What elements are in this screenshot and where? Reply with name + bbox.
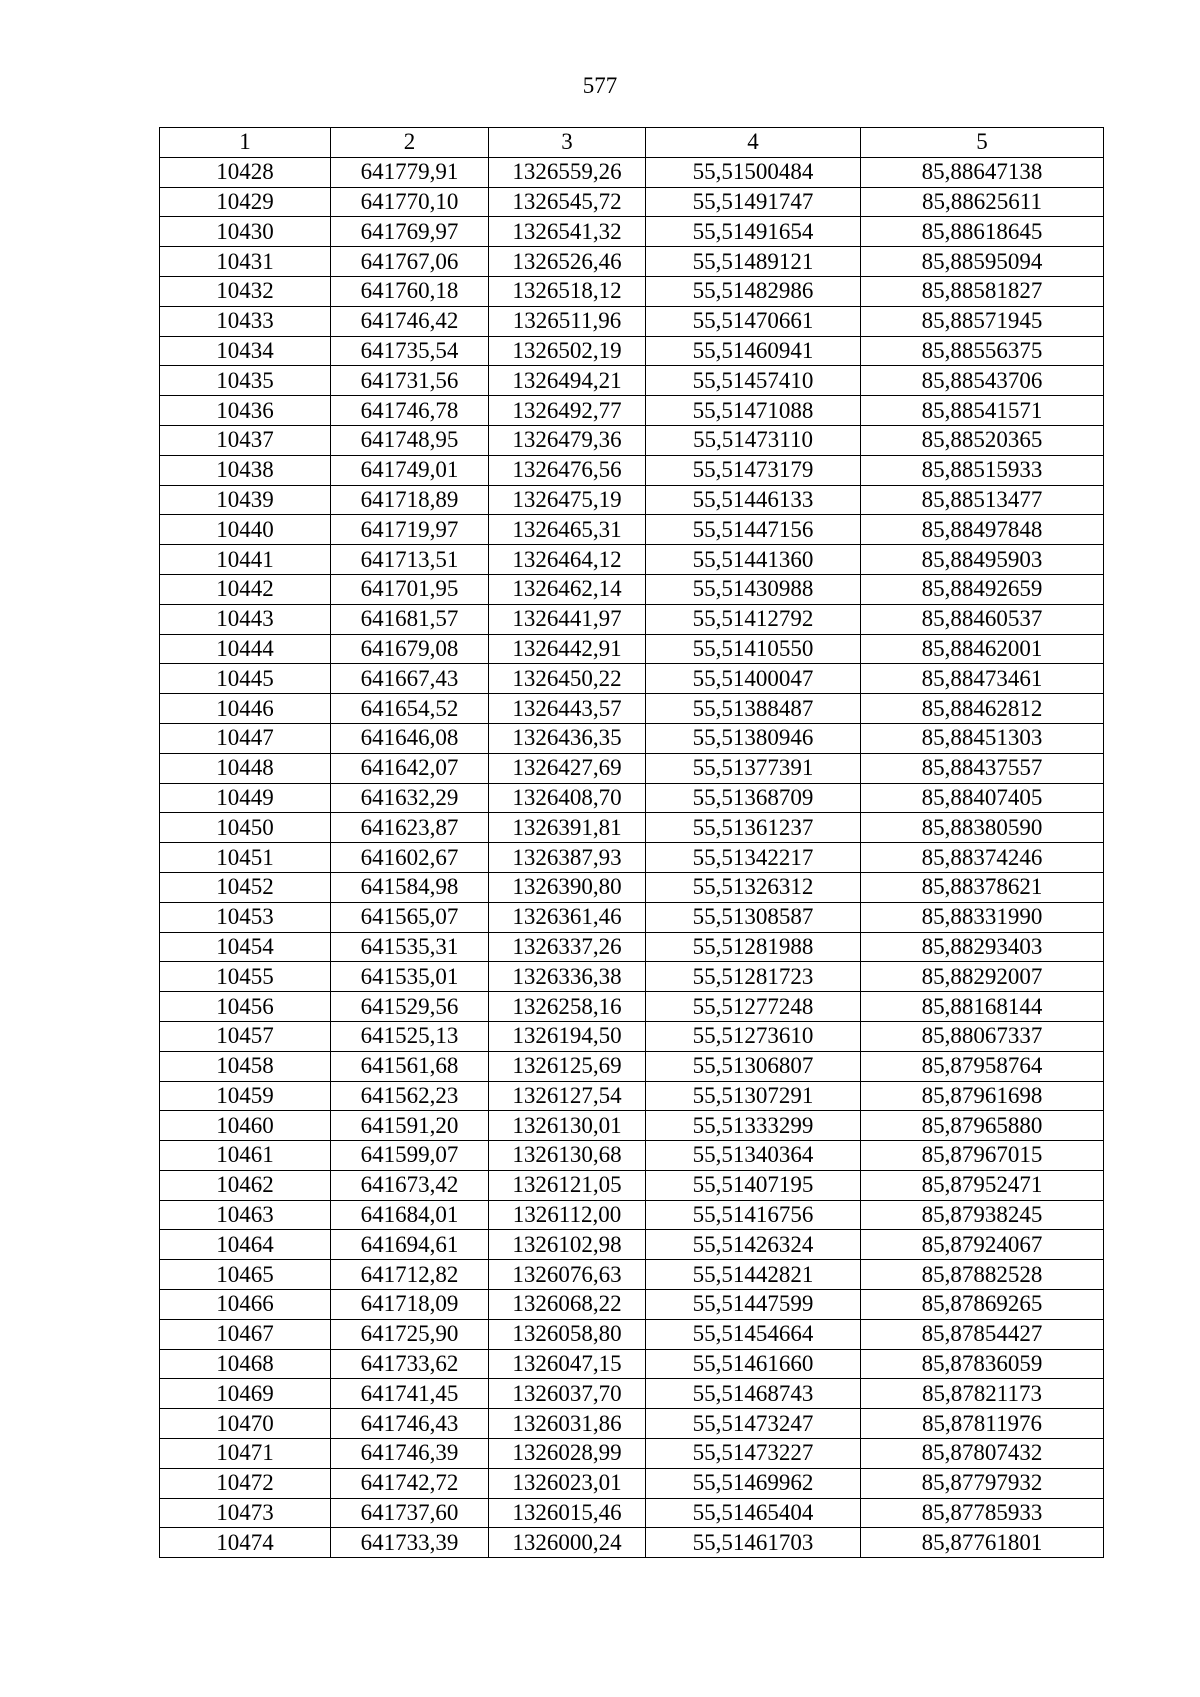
- table-cell: 55,51430988: [646, 574, 861, 604]
- table-cell: 1326047,15: [489, 1349, 646, 1379]
- table-cell: 10463: [160, 1200, 331, 1230]
- table-row: [160, 396, 1104, 426]
- table-cell: 10459: [160, 1081, 331, 1111]
- table-cell: 1326479,36: [489, 425, 646, 455]
- table-cell: 85,88541571: [861, 396, 1104, 426]
- table-cell: 10472: [160, 1468, 331, 1498]
- table-cell: 85,88520365: [861, 425, 1104, 455]
- table-cell: 1326130,01: [489, 1111, 646, 1141]
- table-cell: 85,88581827: [861, 276, 1104, 306]
- table-row: [160, 187, 1104, 217]
- table-cell: 10441: [160, 545, 331, 575]
- table-cell: 85,88168144: [861, 992, 1104, 1022]
- table-cell: 55,51281988: [646, 932, 861, 962]
- table-cell: 1326058,80: [489, 1319, 646, 1349]
- column-header: 1: [160, 128, 331, 158]
- table-cell: 1326494,21: [489, 366, 646, 396]
- table-cell: 641591,20: [331, 1111, 489, 1141]
- table-cell: 55,51307291: [646, 1081, 861, 1111]
- table-row: [160, 574, 1104, 604]
- table-cell: 10446: [160, 694, 331, 724]
- table-cell: 55,51368709: [646, 783, 861, 813]
- table-row: [160, 813, 1104, 843]
- table-cell: 641741,45: [331, 1379, 489, 1409]
- table-cell: 1326436,35: [489, 723, 646, 753]
- table-cell: 641623,87: [331, 813, 489, 843]
- table-cell: 55,51446133: [646, 485, 861, 515]
- table-cell: 641718,09: [331, 1290, 489, 1320]
- table-cell: 85,88595094: [861, 247, 1104, 277]
- table-cell: 55,51469962: [646, 1468, 861, 1498]
- table-row: [160, 485, 1104, 515]
- table-cell: 55,51273610: [646, 1021, 861, 1051]
- table-cell: 55,51377391: [646, 753, 861, 783]
- table-row: [160, 1170, 1104, 1200]
- table-cell: 85,88378621: [861, 872, 1104, 902]
- table-row: [160, 753, 1104, 783]
- table-cell: 55,51441360: [646, 545, 861, 575]
- table-cell: 641599,07: [331, 1141, 489, 1171]
- page-number: 577: [582, 73, 618, 98]
- table-row: [160, 1409, 1104, 1439]
- table-cell: 85,87811976: [861, 1409, 1104, 1439]
- table-row: [160, 723, 1104, 753]
- table-cell: 10439: [160, 485, 331, 515]
- table-cell: 55,51342217: [646, 843, 861, 873]
- table-cell: 1326337,26: [489, 932, 646, 962]
- table-cell: 641733,62: [331, 1349, 489, 1379]
- table-cell: 1326387,93: [489, 843, 646, 873]
- table-cell: 10447: [160, 723, 331, 753]
- table-cell: 10464: [160, 1230, 331, 1260]
- table-cell: 1326390,80: [489, 872, 646, 902]
- table-cell: 85,88437557: [861, 753, 1104, 783]
- table-cell: 85,87869265: [861, 1290, 1104, 1320]
- table-cell: 85,88374246: [861, 843, 1104, 873]
- table-cell: 10437: [160, 425, 331, 455]
- table-cell: 10449: [160, 783, 331, 813]
- table-cell: 10474: [160, 1528, 331, 1558]
- table-cell: 55,51491747: [646, 187, 861, 217]
- table-cell: 10473: [160, 1498, 331, 1528]
- table-cell: 641562,23: [331, 1081, 489, 1111]
- table-cell: 55,51426324: [646, 1230, 861, 1260]
- table-cell: 10451: [160, 843, 331, 873]
- table-cell: 55,51465404: [646, 1498, 861, 1528]
- column-header: 4: [646, 128, 861, 158]
- table-cell: 641746,42: [331, 306, 489, 336]
- table-cell: 85,87967015: [861, 1141, 1104, 1171]
- table-cell: 55,51340364: [646, 1141, 861, 1171]
- table-row: [160, 1230, 1104, 1260]
- table-cell: 1326112,00: [489, 1200, 646, 1230]
- table-cell: 85,88331990: [861, 902, 1104, 932]
- table-cell: 85,88513477: [861, 485, 1104, 515]
- table-cell: 55,51400047: [646, 664, 861, 694]
- table-cell: 55,51457410: [646, 366, 861, 396]
- table-cell: 55,51461660: [646, 1349, 861, 1379]
- table-cell: 55,51461703: [646, 1528, 861, 1558]
- table-cell: 1326518,12: [489, 276, 646, 306]
- table-cell: 1326450,22: [489, 664, 646, 694]
- table-cell: 10433: [160, 306, 331, 336]
- table-cell: 1326441,97: [489, 604, 646, 634]
- table-cell: 55,51491654: [646, 217, 861, 247]
- table-cell: 1326492,77: [489, 396, 646, 426]
- table-cell: 10430: [160, 217, 331, 247]
- table-cell: 1326125,69: [489, 1051, 646, 1081]
- table-cell: 641584,98: [331, 872, 489, 902]
- table-row: [160, 1260, 1104, 1290]
- table-row: [160, 455, 1104, 485]
- table-cell: 10445: [160, 664, 331, 694]
- table-cell: 641746,78: [331, 396, 489, 426]
- table-cell: 10436: [160, 396, 331, 426]
- table-cell: 1326031,86: [489, 1409, 646, 1439]
- table-cell: 641642,07: [331, 753, 489, 783]
- table-row: [160, 306, 1104, 336]
- table-cell: 641681,57: [331, 604, 489, 634]
- table-cell: 55,51460941: [646, 336, 861, 366]
- table-cell: 55,51470661: [646, 306, 861, 336]
- table-cell: 641679,08: [331, 634, 489, 664]
- column-header: 3: [489, 128, 646, 158]
- table-cell: 55,51416756: [646, 1200, 861, 1230]
- table-cell: 641602,67: [331, 843, 489, 873]
- table-cell: 55,51380946: [646, 723, 861, 753]
- table-row: [160, 1379, 1104, 1409]
- table-cell: 641565,07: [331, 902, 489, 932]
- table-cell: 1326511,96: [489, 306, 646, 336]
- table-cell: 1326068,22: [489, 1290, 646, 1320]
- table-cell: 85,88492659: [861, 574, 1104, 604]
- table-cell: 1326465,31: [489, 515, 646, 545]
- table-cell: 641712,82: [331, 1260, 489, 1290]
- table-cell: 55,51306807: [646, 1051, 861, 1081]
- table-cell: 85,87761801: [861, 1528, 1104, 1558]
- table-cell: 641535,31: [331, 932, 489, 962]
- table-row: [160, 1528, 1104, 1558]
- table-cell: 85,88543706: [861, 366, 1104, 396]
- table-cell: 10454: [160, 932, 331, 962]
- table-cell: 641746,43: [331, 1409, 489, 1439]
- table-row: [160, 1111, 1104, 1141]
- table-cell: 10457: [160, 1021, 331, 1051]
- table-cell: 641684,01: [331, 1200, 489, 1230]
- table-cell: 55,51468743: [646, 1379, 861, 1409]
- table-cell: 641749,01: [331, 455, 489, 485]
- table-row: [160, 217, 1104, 247]
- table-cell: 641673,42: [331, 1170, 489, 1200]
- table-cell: 641713,51: [331, 545, 489, 575]
- table-cell: 55,51442821: [646, 1260, 861, 1290]
- table-row: [160, 366, 1104, 396]
- table-row: [160, 634, 1104, 664]
- table-cell: 55,51412792: [646, 604, 861, 634]
- column-header: 2: [331, 128, 489, 158]
- table-cell: 55,51277248: [646, 992, 861, 1022]
- column-header: 5: [861, 128, 1104, 158]
- table-cell: 10448: [160, 753, 331, 783]
- table-cell: 55,51473110: [646, 425, 861, 455]
- table-cell: 85,88625611: [861, 187, 1104, 217]
- table-cell: 85,87961698: [861, 1081, 1104, 1111]
- table-cell: 1326545,72: [489, 187, 646, 217]
- table-cell: 641525,13: [331, 1021, 489, 1051]
- table-cell: 10469: [160, 1379, 331, 1409]
- table-cell: 641667,43: [331, 664, 489, 694]
- table-cell: 1326023,01: [489, 1468, 646, 1498]
- table-cell: 10429: [160, 187, 331, 217]
- table-cell: 55,51500484: [646, 157, 861, 187]
- table-row: [160, 902, 1104, 932]
- table-row: [160, 1319, 1104, 1349]
- table-cell: 641529,56: [331, 992, 489, 1022]
- table-row: [160, 1498, 1104, 1528]
- table-row: [160, 336, 1104, 366]
- table-cell: 10435: [160, 366, 331, 396]
- table-row: [160, 1468, 1104, 1498]
- table-cell: 1326015,46: [489, 1498, 646, 1528]
- table-cell: 10456: [160, 992, 331, 1022]
- table-row: [160, 1021, 1104, 1051]
- table-row: [160, 604, 1104, 634]
- table-cell: 85,87882528: [861, 1260, 1104, 1290]
- table-cell: 1326443,57: [489, 694, 646, 724]
- table-cell: 85,88556375: [861, 336, 1104, 366]
- table-cell: 55,51361237: [646, 813, 861, 843]
- table-cell: 10460: [160, 1111, 331, 1141]
- table-body: [160, 157, 1104, 1557]
- table-cell: 1326475,19: [489, 485, 646, 515]
- table-cell: 55,51326312: [646, 872, 861, 902]
- table-cell: 85,88067337: [861, 1021, 1104, 1051]
- table-cell: 641735,54: [331, 336, 489, 366]
- table-cell: 1326102,98: [489, 1230, 646, 1260]
- table-cell: 55,51281723: [646, 962, 861, 992]
- table-cell: 1326000,24: [489, 1528, 646, 1558]
- table-cell: 85,87924067: [861, 1230, 1104, 1260]
- table-cell: 85,88497848: [861, 515, 1104, 545]
- table-cell: 641731,56: [331, 366, 489, 396]
- table-cell: 641535,01: [331, 962, 489, 992]
- table-cell: 10432: [160, 276, 331, 306]
- table-cell: 641770,10: [331, 187, 489, 217]
- table-cell: 10467: [160, 1319, 331, 1349]
- table-cell: 55,51308587: [646, 902, 861, 932]
- table-row: [160, 1439, 1104, 1469]
- table-cell: 55,51388487: [646, 694, 861, 724]
- table-cell: 641779,91: [331, 157, 489, 187]
- coordinates-table: [159, 127, 1104, 1558]
- table-row: [160, 1290, 1104, 1320]
- table-cell: 641733,39: [331, 1528, 489, 1558]
- table-cell: 55,51471088: [646, 396, 861, 426]
- table-cell: 10470: [160, 1409, 331, 1439]
- table-cell: 55,51473227: [646, 1439, 861, 1469]
- table-row: [160, 276, 1104, 306]
- table-cell: 641561,68: [331, 1051, 489, 1081]
- table-cell: 85,88462001: [861, 634, 1104, 664]
- table-cell: 85,87797932: [861, 1468, 1104, 1498]
- table-cell: 85,87965880: [861, 1111, 1104, 1141]
- table-cell: 641769,97: [331, 217, 489, 247]
- table-cell: 55,51473179: [646, 455, 861, 485]
- table-cell: 55,51407195: [646, 1170, 861, 1200]
- table-cell: 85,88293403: [861, 932, 1104, 962]
- table-cell: 1326476,56: [489, 455, 646, 485]
- table-cell: 1326361,46: [489, 902, 646, 932]
- table-cell: 85,88571945: [861, 306, 1104, 336]
- table-cell: 1326076,63: [489, 1260, 646, 1290]
- table-row: [160, 962, 1104, 992]
- table-row: [160, 425, 1104, 455]
- table-cell: 10462: [160, 1170, 331, 1200]
- table-cell: 85,88407405: [861, 783, 1104, 813]
- table-row: [160, 1200, 1104, 1230]
- table-cell: 85,88473461: [861, 664, 1104, 694]
- table-cell: 641646,08: [331, 723, 489, 753]
- table-cell: 1326391,81: [489, 813, 646, 843]
- table-cell: 1326462,14: [489, 574, 646, 604]
- table-cell: 85,88451303: [861, 723, 1104, 753]
- table-cell: 55,51473247: [646, 1409, 861, 1439]
- table-cell: 1326464,12: [489, 545, 646, 575]
- table-cell: 10458: [160, 1051, 331, 1081]
- table-cell: 85,88462812: [861, 694, 1104, 724]
- table-cell: 641718,89: [331, 485, 489, 515]
- table-cell: 641654,52: [331, 694, 489, 724]
- table-cell: 10465: [160, 1260, 331, 1290]
- table-cell: 85,87836059: [861, 1349, 1104, 1379]
- table-cell: 85,88380590: [861, 813, 1104, 843]
- table-row: [160, 545, 1104, 575]
- table-cell: 85,87785933: [861, 1498, 1104, 1528]
- table-cell: 641746,39: [331, 1439, 489, 1469]
- table-cell: 85,87958764: [861, 1051, 1104, 1081]
- table-cell: 85,87938245: [861, 1200, 1104, 1230]
- table-cell: 55,51447599: [646, 1290, 861, 1320]
- table-cell: 55,51333299: [646, 1111, 861, 1141]
- table-cell: 85,88515933: [861, 455, 1104, 485]
- table-cell: 55,51454664: [646, 1319, 861, 1349]
- table-row: [160, 1051, 1104, 1081]
- table-cell: 1326408,70: [489, 783, 646, 813]
- table-cell: 1326526,46: [489, 247, 646, 277]
- table-row: [160, 694, 1104, 724]
- table-row: [160, 1141, 1104, 1171]
- table-cell: 1326336,38: [489, 962, 646, 992]
- table-cell: 1326194,50: [489, 1021, 646, 1051]
- table-cell: 641737,60: [331, 1498, 489, 1528]
- table-cell: 10444: [160, 634, 331, 664]
- table-cell: 1326559,26: [489, 157, 646, 187]
- table-cell: 85,88618645: [861, 217, 1104, 247]
- table-row: [160, 515, 1104, 545]
- table-cell: 1326258,16: [489, 992, 646, 1022]
- table-cell: 55,51482986: [646, 276, 861, 306]
- table-cell: 10455: [160, 962, 331, 992]
- table-cell: 85,88460537: [861, 604, 1104, 634]
- table-cell: 10428: [160, 157, 331, 187]
- table-cell: 641694,61: [331, 1230, 489, 1260]
- table-cell: 641701,95: [331, 574, 489, 604]
- table-cell: 10450: [160, 813, 331, 843]
- table-cell: 85,88495903: [861, 545, 1104, 575]
- table-cell: 1326028,99: [489, 1439, 646, 1469]
- table-cell: 10431: [160, 247, 331, 277]
- table-row: [160, 992, 1104, 1022]
- table-cell: 85,87854427: [861, 1319, 1104, 1349]
- table-cell: 1326541,32: [489, 217, 646, 247]
- table-cell: 85,87821173: [861, 1379, 1104, 1409]
- table-cell: 1326442,91: [489, 634, 646, 664]
- table-row: [160, 843, 1104, 873]
- table-cell: 10440: [160, 515, 331, 545]
- table-cell: 10453: [160, 902, 331, 932]
- table-row: [160, 1081, 1104, 1111]
- table-cell: 10434: [160, 336, 331, 366]
- table-cell: 641767,06: [331, 247, 489, 277]
- table-cell: 10471: [160, 1439, 331, 1469]
- table-row: [160, 157, 1104, 187]
- table-cell: 55,51410550: [646, 634, 861, 664]
- table-cell: 641632,29: [331, 783, 489, 813]
- table-cell: 1326121,05: [489, 1170, 646, 1200]
- table-cell: 55,51447156: [646, 515, 861, 545]
- table-cell: 641748,95: [331, 425, 489, 455]
- table-cell: 641725,90: [331, 1319, 489, 1349]
- table-cell: 10461: [160, 1141, 331, 1171]
- table-cell: 1326037,70: [489, 1379, 646, 1409]
- table-cell: 1326502,19: [489, 336, 646, 366]
- table-cell: 85,88647138: [861, 157, 1104, 187]
- table-row: [160, 783, 1104, 813]
- table-cell: 1326127,54: [489, 1081, 646, 1111]
- table-row: [160, 664, 1104, 694]
- table-cell: 85,87952471: [861, 1170, 1104, 1200]
- table-cell: 85,87807432: [861, 1439, 1104, 1469]
- table-cell: 85,88292007: [861, 962, 1104, 992]
- table-cell: 1326130,68: [489, 1141, 646, 1171]
- table-cell: 10438: [160, 455, 331, 485]
- table-cell: 10442: [160, 574, 331, 604]
- table-cell: 641719,97: [331, 515, 489, 545]
- table-cell: 10452: [160, 872, 331, 902]
- table-cell: 641742,72: [331, 1468, 489, 1498]
- table-cell: 10468: [160, 1349, 331, 1379]
- table-cell: 10466: [160, 1290, 331, 1320]
- table-row: [160, 1349, 1104, 1379]
- table-row: [160, 872, 1104, 902]
- table-row: [160, 932, 1104, 962]
- table-cell: 55,51489121: [646, 247, 861, 277]
- table-cell: 1326427,69: [489, 753, 646, 783]
- table-cell: 10443: [160, 604, 331, 634]
- table-row: [160, 247, 1104, 277]
- table-cell: 641760,18: [331, 276, 489, 306]
- table-header-row: [160, 128, 1104, 158]
